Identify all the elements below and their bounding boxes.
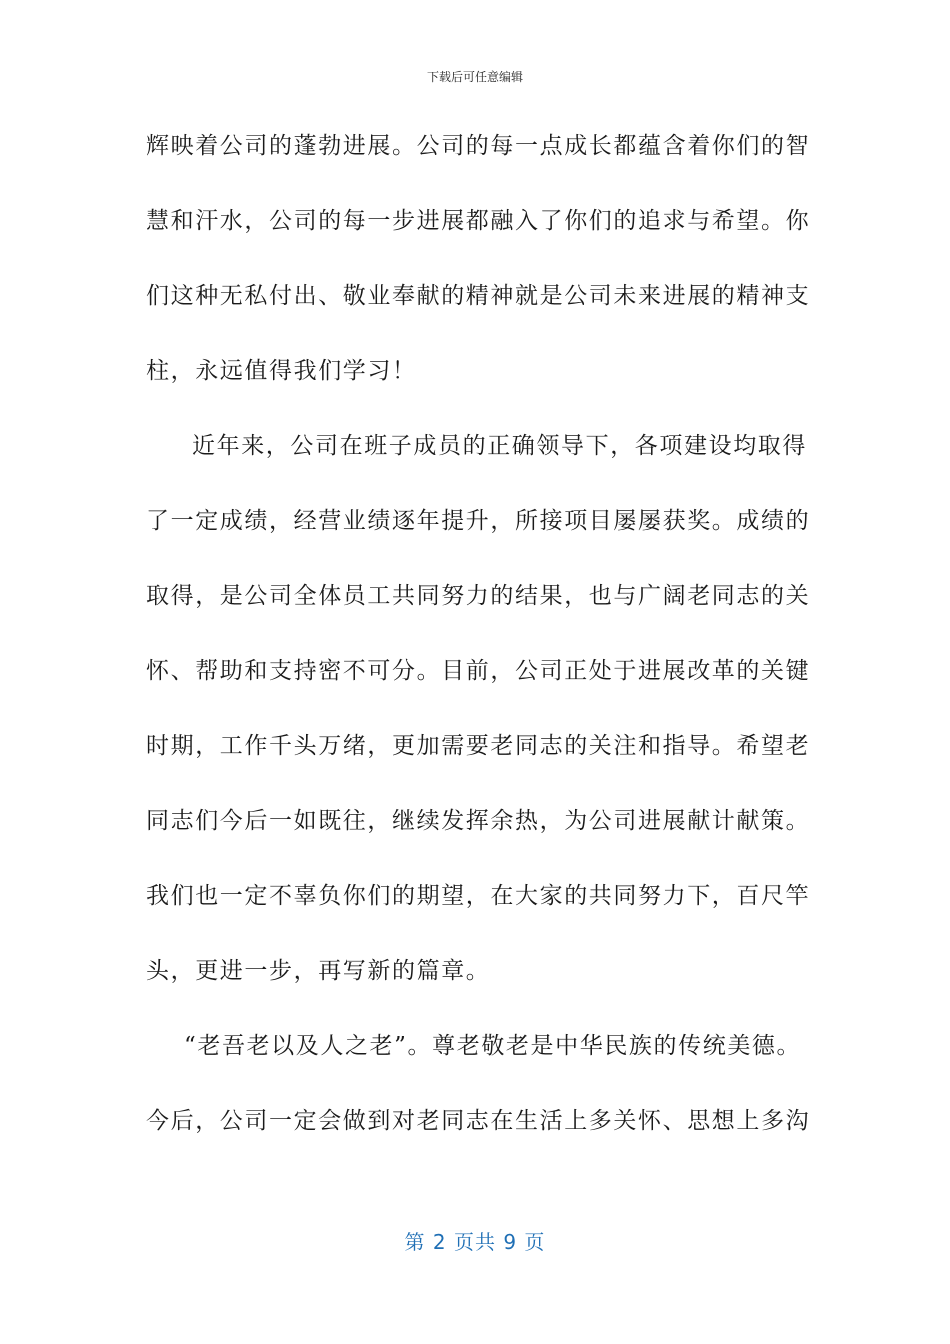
body-line: 同志们今后一如既往，继续发挥余热，为公司进展献计献策。: [146, 808, 811, 834]
body-line: 时期，工作千头万绪，更加需要老同志的关注和指导。希望老: [146, 733, 811, 759]
body-line: 了一定成绩，经营业绩逐年提升，所接项目屡屡获奖。成绩的: [146, 508, 811, 534]
page-number-footer: [0, 1226, 950, 1255]
body-line: 辉映着公司的蓬勃进展。公司的每一点成长都蕴含着你们的智: [146, 133, 811, 159]
document-body: [146, 121, 811, 1171]
body-line: 怀、帮助和支持密不可分。目前，公司正处于进展改革的关键: [146, 658, 811, 684]
body-line: 头，更进一步，再写新的篇章。: [146, 958, 491, 984]
page-header-note: 下载后可任意编辑: [426, 70, 523, 84]
body-line: 我们也一定不辜负你们的期望，在大家的共同努力下，百尺竿: [146, 883, 811, 909]
body-line-paragraph-start: 近年来，公司在班子成员的正确领导下，各项建设均取得: [192, 433, 807, 459]
body-line-paragraph-start: “老吾老以及人之老”。尊老敬老是中华民族的传统美德。: [184, 1033, 802, 1059]
body-line: 慧和汗水，公司的每一步进展都融入了你们的追求与希望。你: [146, 208, 811, 234]
body-line: 们这种无私付出、敬业奉献的精神就是公司未来进展的精神支: [146, 283, 811, 309]
body-line: 取得，是公司全体员工共同努力的结果，也与广阔老同志的关: [146, 583, 811, 609]
body-line: 柱，永远值得我们学习！: [146, 358, 417, 384]
body-line: 今后，公司一定会做到对老同志在生活上多关怀、思想上多沟: [146, 1108, 811, 1134]
page-number-label: 第 2 页共 9 页: [404, 1230, 546, 1254]
